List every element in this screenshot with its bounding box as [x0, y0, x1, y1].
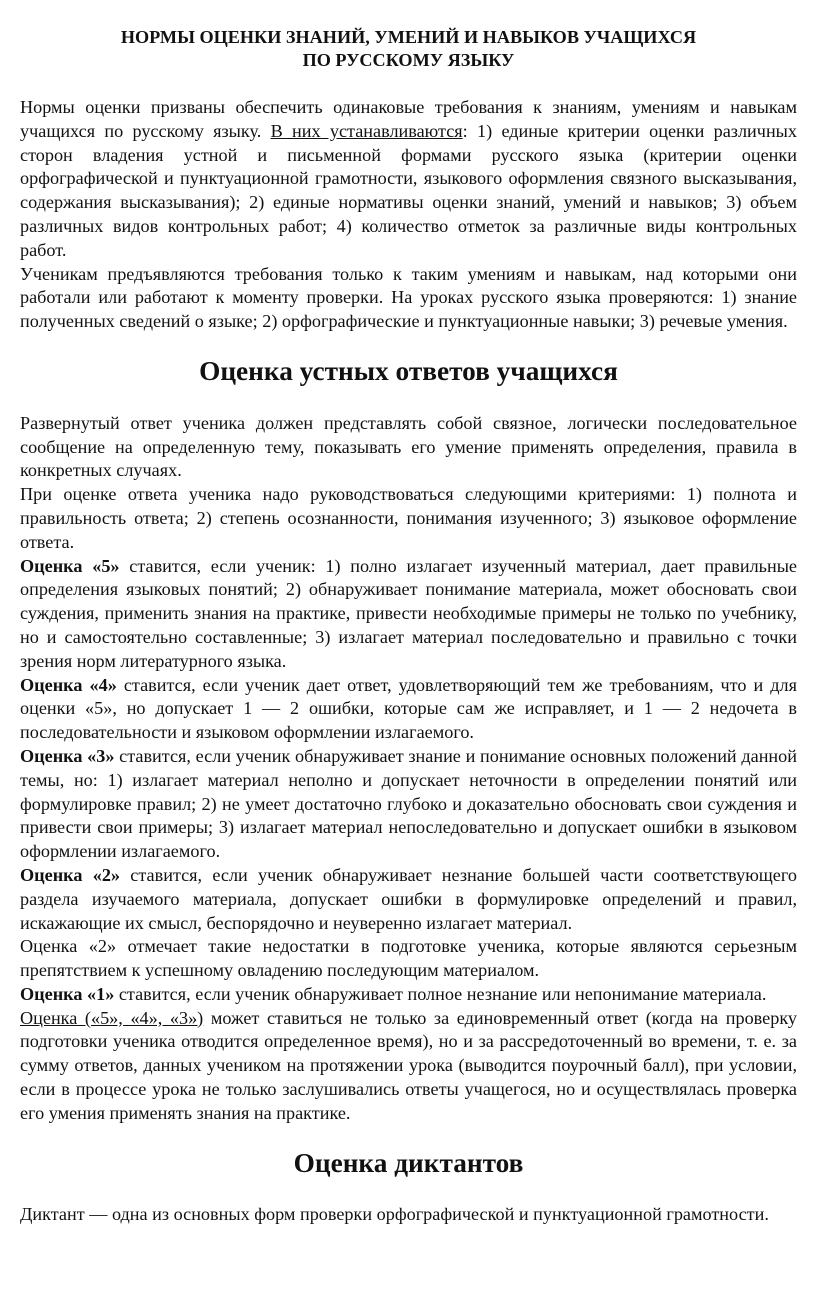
document-title-line-1: НОРМЫ ОЦЕНКИ ЗНАНИЙ, УМЕНИЙ И НАВЫКОВ УЧАЩИХСЯ [120, 27, 697, 47]
oral-paragraph-1: Развернутый ответ ученика должен представлять собой связное, логически последовательное сообщение на определенную тему, показывать его умение применять определения, правила в конкретных случаях. [20, 412, 797, 481]
grade-3-paragraph [20, 745, 797, 864]
grade-5-paragraph [20, 555, 797, 674]
grade-4-label: Оценка «4» [20, 674, 117, 695]
document-title [20, 26, 797, 72]
dictation-paragraph-1: Диктант — одна из основных форм проверки орфографической и пунктуационной грамотности. [20, 1204, 769, 1225]
grade-summary-paragraph [20, 1007, 797, 1126]
grade-3-text: ставится, если ученик обнаруживает знание и понимание основных положений данной темы, но: 1) излагает материал неполно и допускает неточности в определении понятий или формулировке правил; 2) не умеет достаточно глубоко и доказательно обосновать свои суждения и привести свои примеры; 3) излагает материал непоследовательно и допускает ошибки в языковом оформлении излагаемого. [20, 745, 797, 862]
intro-paragraph-1-rest: : 1) единые критерии оценки различных сторон владения устной и письменной формами русского языка (критерии оценки орфографической и пунктуационной грамотности, языкового оформления связного высказывания, содержания высказывания); 2) единые нормативы оценки знаний, умений и навыков; 3) объем различных видов контрольных работ; 4) количество отметок за различные виды контрольных работ. [20, 120, 797, 260]
grade-1-paragraph [20, 983, 797, 1007]
grade-2-paragraph [20, 864, 797, 935]
oral-answers-heading: Оценка устных ответов учащихся [199, 355, 618, 386]
oral-paragraph-2: При оценке ответа ученика надо руководствоваться следующими критериями: 1) полнота и правильность ответа; 2) степень осознанности, понимания изученного; 3) языковое оформление ответа. [20, 484, 797, 552]
grade-4-text: ставится, если ученик дает ответ, удовлетворяющий тем же требованиям, что и для оценки «5», но допускает 1 — 2 ошибки, которые сам же исправляет, и 1 — 2 недочета в последовательности и языковом оформлении излагаемого. [20, 674, 797, 743]
grade-2-note-paragraph: Оценка «2» отмечает такие недостатки в подготовке ученика, которые являются серьезным препятствием к успешному овладению последующим материалом. [20, 936, 797, 981]
intro-paragraph-1-start: Нормы оценки призваны обеспечить одинаковые требования к знаниям, умениям и навыкам учащихся по русскому языку. [20, 97, 797, 141]
document-title-line-2: ПО РУССКОМУ ЯЗЫКУ [302, 50, 515, 70]
grade-2-text: ставится, если ученик обнаруживает незнание большей части соответствующего раздела изучаемого материала, допускает ошибки в формулировке определений и правил, искажающие их смысл, беспорядочно и неуверенно излагает материал. [20, 864, 797, 933]
grade-summary-label: Оценка («5», «4», «3») [20, 1007, 204, 1028]
dictation-heading: Оценка диктантов [293, 1147, 524, 1178]
intro-paragraph-2: Ученикам предъявляются требования только к таким умениям и навыкам, над которыми они работали или работают к моменту проверки. На уроках русского языка проверяются: 1) знание полученных сведений о языке; 2) орфографические и пунктуационные навыки; 3) речевые умения. [20, 263, 797, 332]
intro-paragraph-1 [20, 96, 797, 263]
grade-summary-text: может ставиться не только за единовременный ответ (когда на проверку подготовки ученика отводится определенное время), но и за рассредоточенный во времени, т. е. за сумму ответов, данных учеником на протяжении урока (выводится поурочный балл), при условии, если в процессе урока не только заслушивались ответы учащегося, но и осуществлялась проверка его умения применять знания на практике. [20, 1007, 797, 1123]
grade-4-paragraph [20, 674, 797, 745]
grade-1-text: ставится, если ученик обнаруживает полное незнание или непонимание материала. [114, 983, 767, 1004]
grade-5-text: ставится, если ученик: 1) полно излагает изученный материал, дает правильные определения языковых понятий; 2) обнаруживает понимание материала, может обосновать свои суждения, применить знания на практике, привести необходимые примеры не только по учебнику, но и самостоятельно составленные; 3) излагает материал последовательно и правильно с точки зрения норм литературного языка. [20, 555, 798, 671]
grade-3-label: Оценка «3» [20, 745, 115, 766]
intro-underlined-phrase: В них устанавливаются [270, 120, 463, 141]
grade-1-label: Оценка «1» [20, 983, 115, 1004]
grade-5-label: Оценка «5» [20, 555, 120, 576]
grade-2-label: Оценка «2» [20, 864, 121, 885]
